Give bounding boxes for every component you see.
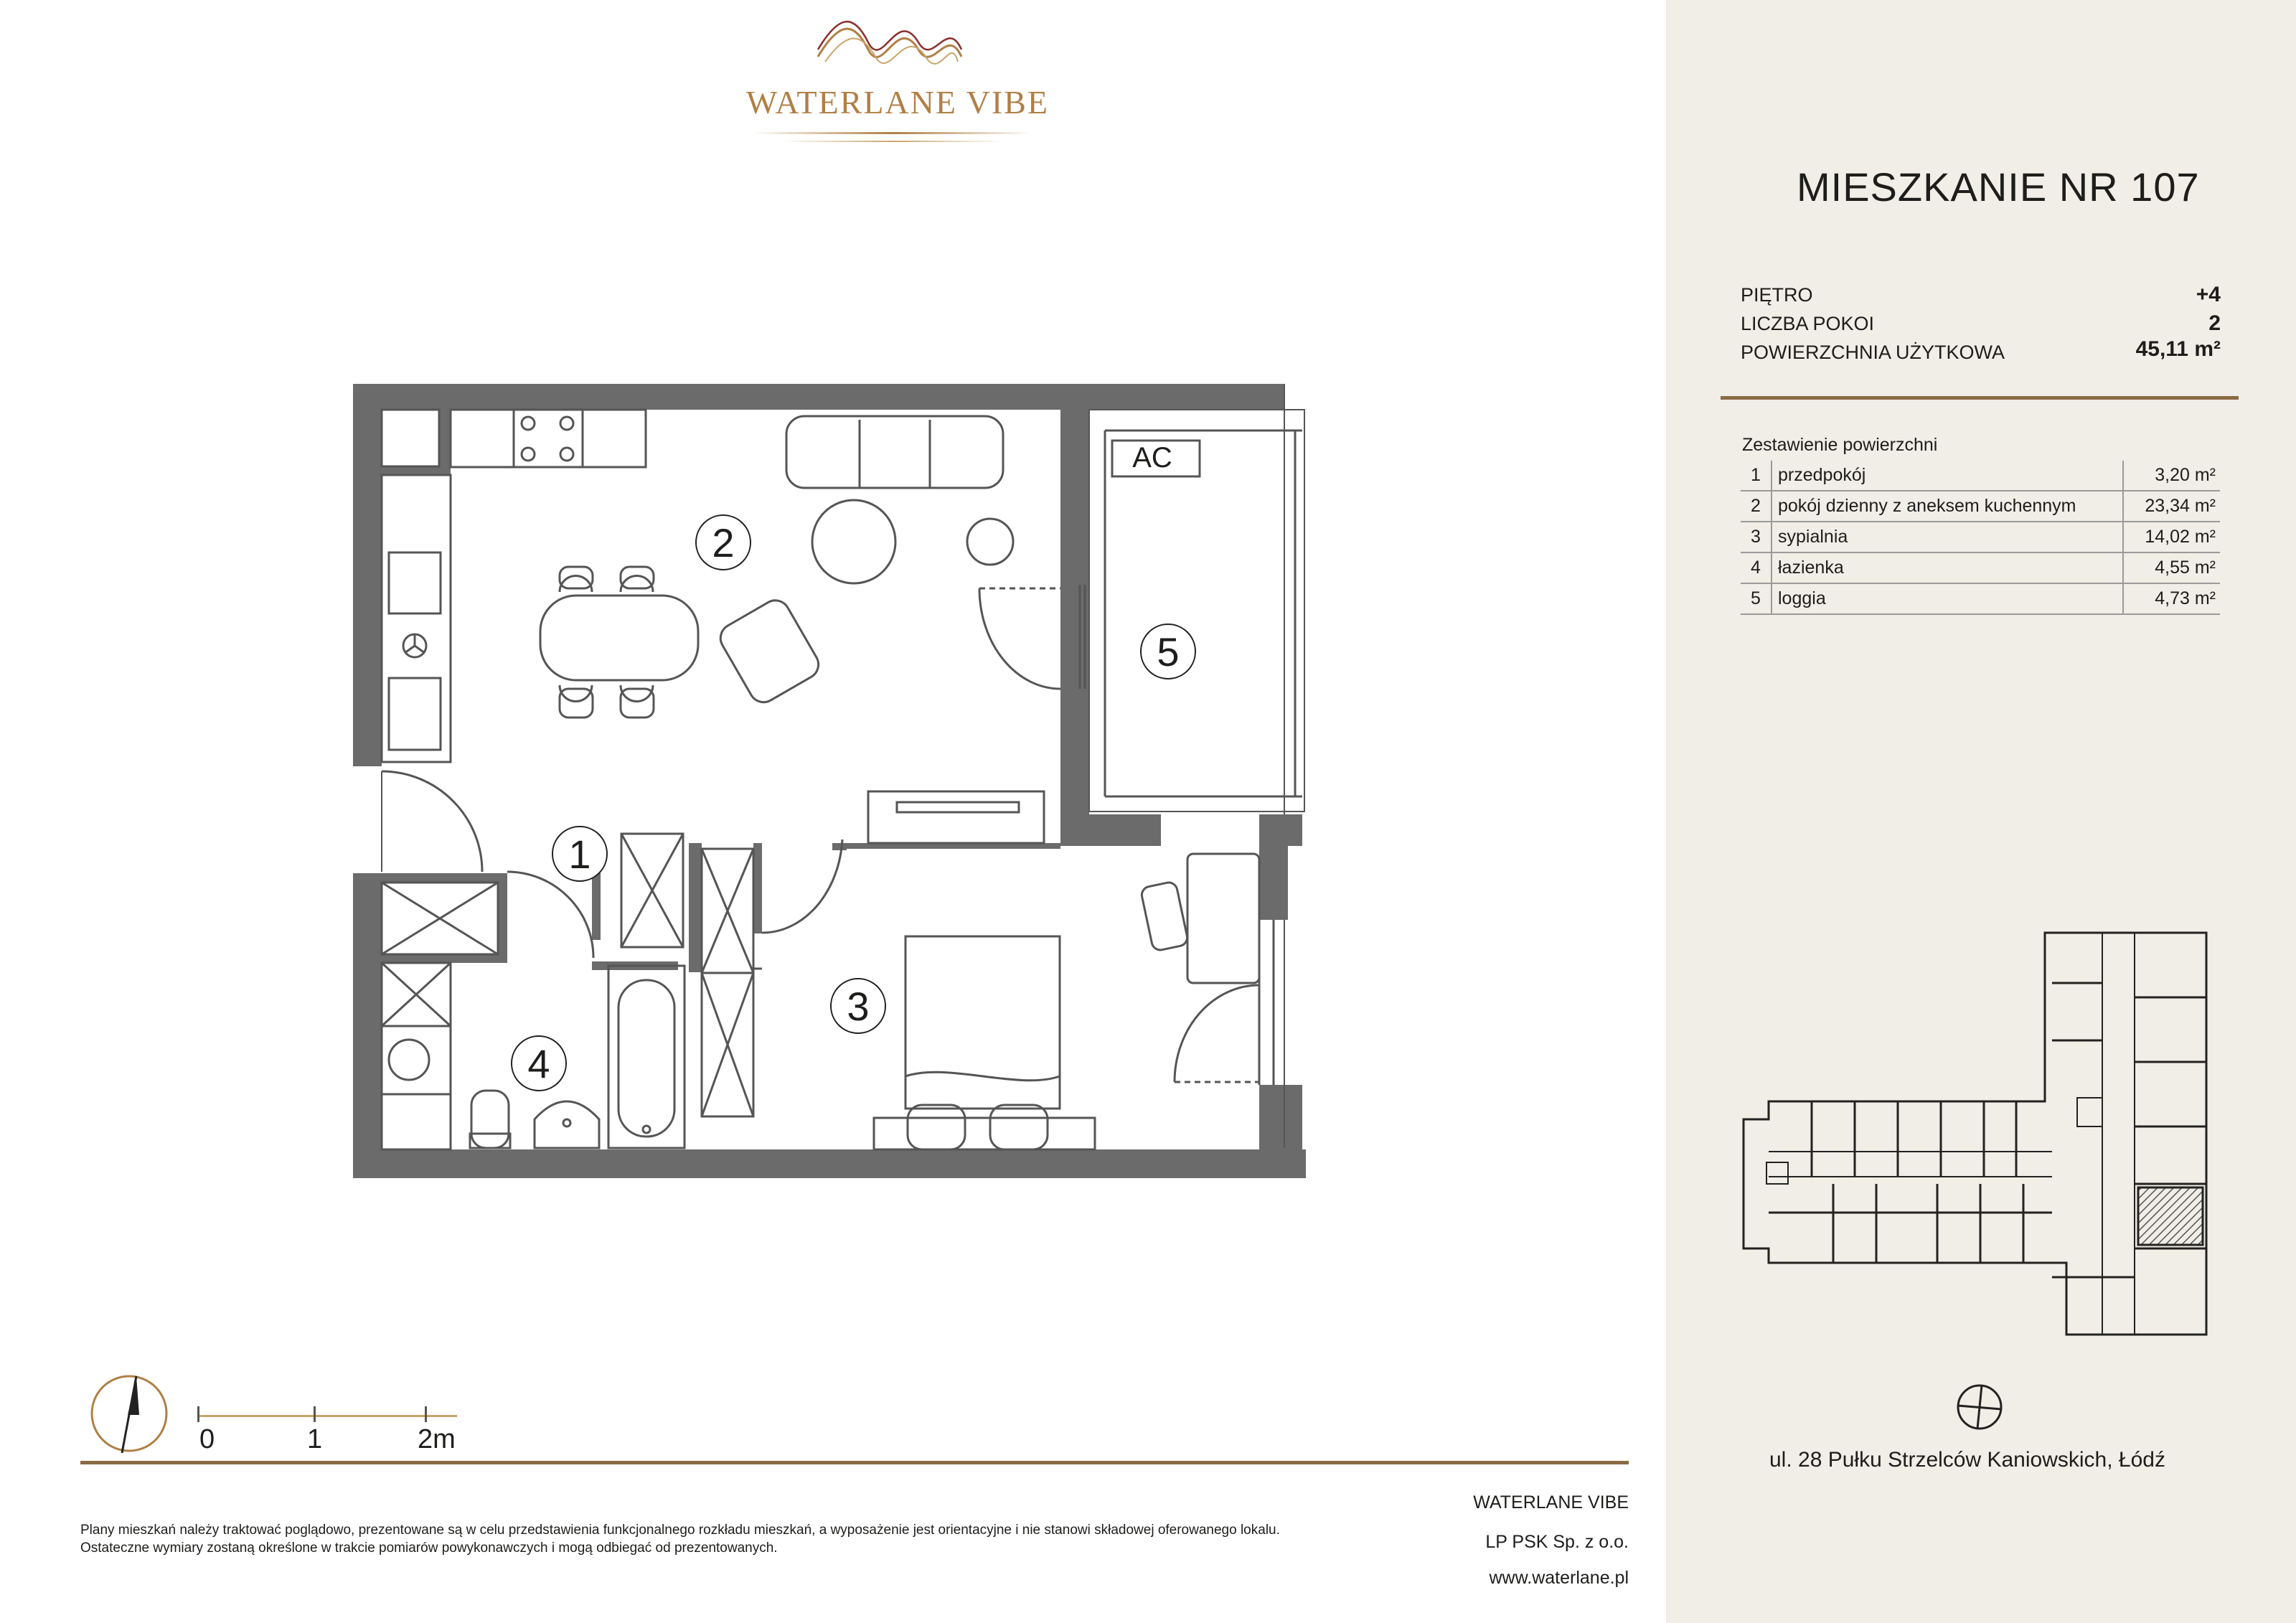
areas-title: Zestawienie powierzchni (1742, 435, 1938, 455)
walls (353, 384, 1306, 1178)
scale-tick-2: 2m (418, 1424, 456, 1454)
areas-table (1741, 461, 2220, 615)
table-row: 5 loggia 4,73 m² (1741, 583, 2220, 614)
disclaimer-line-1: Plany mieszkań należy traktować poglądowo, prezentowane są w celu przedstawienia funkcjonalnego rozkładu mieszkań, a wyposażenie jest orientacyjne i nie stanowi składowej oferowanego lokalu. (80, 1523, 1280, 1538)
north-arrow-icon (86, 1363, 194, 1471)
rooms-label: LICZBA POKOI (1741, 313, 1875, 334)
info-panel (1666, 0, 2296, 1623)
rooms-value: 2 (2208, 311, 2221, 335)
company-legal: LP PSK Sp. z o.o. (1485, 1532, 1629, 1552)
address: ul. 28 Pułku Strzelców Kaniowskich, Łódź (1769, 1448, 2165, 1472)
website-link[interactable]: www.waterlane.pl (1489, 1568, 1629, 1588)
company-name: WATERLANE VIBE (1473, 1492, 1629, 1513)
logo-text: WATERLANE VIBE (746, 84, 1049, 121)
compass-icon (1954, 1382, 2005, 1432)
footer-rule (80, 1461, 1629, 1464)
building-key-plan (1722, 926, 2239, 1356)
table-row: 4 łazienka 4,55 m² (1741, 552, 2220, 583)
table-row: 1 przedpokój 3,20 m² (1741, 461, 2220, 491)
room-number-1: 1 (568, 832, 591, 877)
logo-underline-2 (782, 141, 1004, 142)
disclaimer-line-2: Ostateczne wymiary zostaną określone w trakcie pomiarów powykonawczych i mogą odbiegać od prezentowanych. (80, 1540, 778, 1556)
selected-apartment-marker (2138, 1187, 2203, 1245)
info-rule (1721, 396, 2239, 400)
floor-value: +4 (2196, 283, 2221, 306)
area-label: POWIERZCHNIA UŻYTKOWA (1741, 342, 2005, 363)
room-number-4: 4 (527, 1041, 550, 1086)
scale-bar (197, 1415, 457, 1417)
logo-underline (753, 132, 1033, 134)
scale-tick-0: 0 (199, 1424, 215, 1454)
scale-tick-1: 1 (307, 1424, 323, 1454)
floor-plan (344, 373, 1320, 1191)
logo-waves-icon (811, 17, 969, 67)
apartment-title: MIESZKANIE NR 107 (1797, 164, 2200, 210)
ac-label: AC (1132, 442, 1172, 474)
room-number-3: 3 (847, 984, 870, 1029)
disclaimer (80, 1521, 1479, 1557)
room-number-2: 2 (712, 520, 735, 565)
room-number-5: 5 (1157, 629, 1180, 674)
area-value: 45,11 m² (2135, 337, 2221, 361)
table-row: 3 sypialnia 14,02 m² (1741, 522, 2220, 552)
table-row: 2 pokój dzienny z aneksem kuchennym 23,34 m² (1741, 491, 2220, 522)
floor-label: PIĘTRO (1741, 284, 1813, 306)
